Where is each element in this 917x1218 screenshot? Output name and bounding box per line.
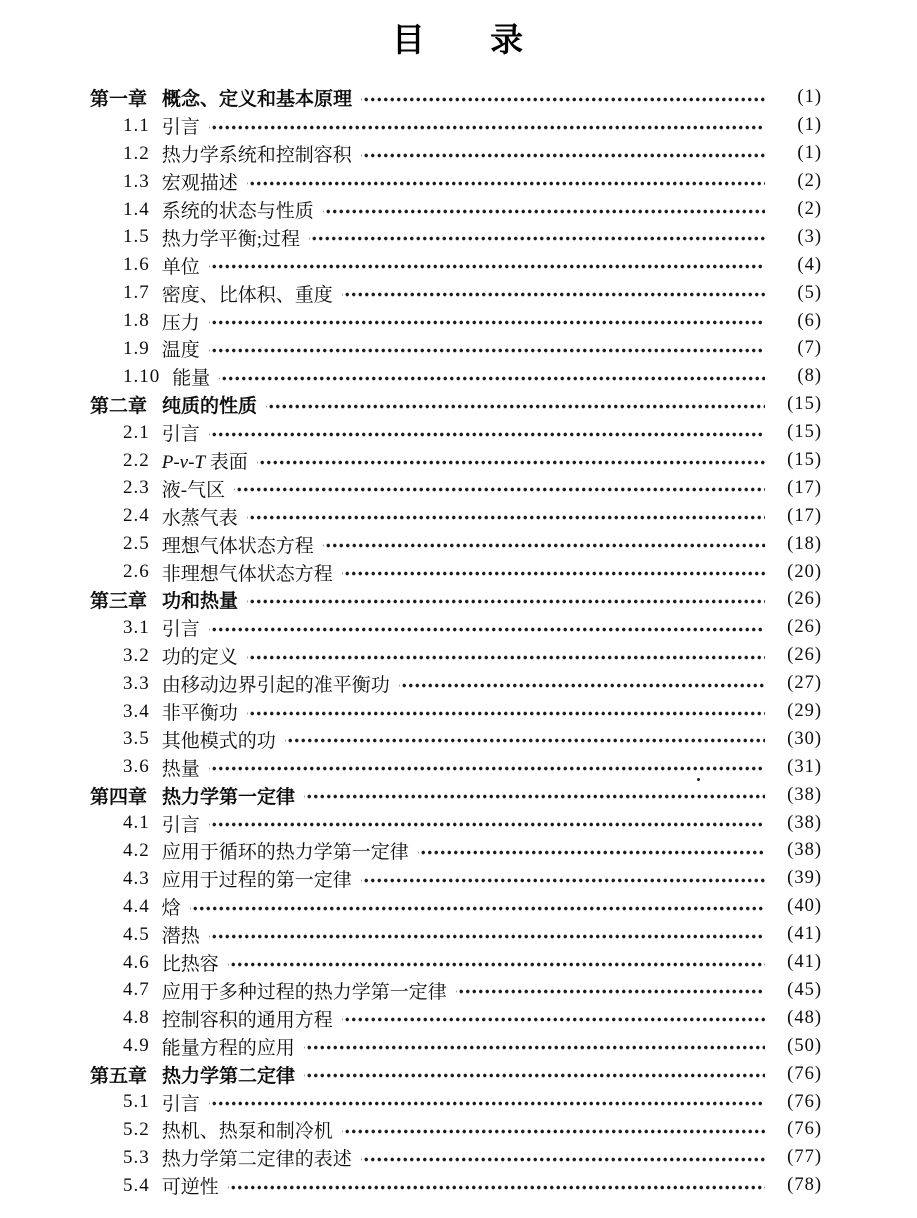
- toc-entry-title: 热机、热泵和制冷机: [161, 1121, 333, 1143]
- dot-leader: [342, 1116, 765, 1144]
- toc-entry-number: 4.8: [123, 1007, 150, 1029]
- toc-entry-page: (38): [787, 784, 822, 805]
- toc-entry-title: 可逆性: [161, 1177, 219, 1199]
- toc-row: [90, 949, 822, 977]
- toc-entry-number: 5.3: [123, 1146, 150, 1168]
- toc-row: [90, 1004, 822, 1032]
- toc-row: [90, 307, 822, 335]
- toc-entry-number: 1.3: [123, 170, 150, 192]
- toc-row: [90, 753, 822, 781]
- toc-entry-page: (76): [787, 1091, 822, 1112]
- toc-row: [90, 419, 822, 447]
- dot-leader: [399, 670, 765, 698]
- toc-row: [90, 1060, 822, 1088]
- dot-leader: [323, 196, 765, 224]
- toc-row: [90, 837, 822, 865]
- toc-entry-title: 热力学平衡;过程: [161, 228, 301, 250]
- toc-row: [90, 447, 822, 475]
- dot-leader: [209, 307, 765, 335]
- dot-leader: [209, 753, 765, 781]
- toc-entry-title: 功和热量: [162, 591, 239, 613]
- toc-row: [90, 363, 822, 391]
- toc-entry-number: 1.6: [123, 254, 150, 276]
- toc-entry-title: P-v-T 表面: [161, 452, 248, 474]
- toc-entry-number: 4.6: [123, 951, 150, 973]
- toc-entry-page: (17): [787, 505, 822, 526]
- toc-entry-title: 应用于过程的第一定律: [161, 870, 352, 892]
- toc-entry-number: 3.1: [123, 616, 150, 638]
- dot-leader: [285, 725, 765, 753]
- toc-row: [90, 725, 822, 753]
- toc-entry-page: (26): [787, 589, 822, 610]
- toc-entry-page: (7): [797, 338, 822, 359]
- toc-entry-number: 1.1: [123, 114, 150, 136]
- toc-entry-page: (40): [787, 896, 822, 917]
- dot-leader: [361, 84, 765, 112]
- toc-entry-page: (3): [797, 226, 822, 247]
- toc-entry-title: 能量方程的应用: [161, 1037, 295, 1059]
- toc-entry-title: 理想气体状态方程: [161, 535, 314, 557]
- toc-entry-page: (15): [787, 422, 822, 443]
- dot-leader: [247, 698, 765, 726]
- toc-entry-page: (5): [797, 282, 822, 303]
- toc-entry-number: 2.3: [123, 477, 150, 499]
- dot-leader: [247, 586, 765, 614]
- toc-entry-page: (26): [787, 617, 822, 638]
- toc-row: [90, 196, 822, 224]
- toc-row: [90, 1116, 822, 1144]
- dot-leader: [247, 502, 765, 530]
- toc-entry-title: 非理想气体状态方程: [161, 563, 333, 585]
- toc-entry-title: 能量: [172, 368, 211, 390]
- toc-entry-page: (31): [787, 756, 822, 777]
- toc-entry-number: 3.4: [123, 700, 150, 722]
- toc-entry-number: 第四章: [90, 786, 148, 808]
- toc-row: [90, 977, 822, 1005]
- toc-row: [90, 1088, 822, 1116]
- toc-entry-page: (20): [787, 561, 822, 582]
- toc-entry-title: 引言: [161, 424, 200, 446]
- toc-entry-number: 1.9: [123, 337, 150, 359]
- toc-entry-title: 引言: [161, 1093, 200, 1115]
- toc-entry-number: 5.4: [123, 1174, 150, 1196]
- toc-entry-page: (77): [787, 1147, 822, 1168]
- toc-entry-page: (76): [787, 1119, 822, 1140]
- dot-leader: [228, 1172, 765, 1200]
- toc-entry-number: 1.2: [123, 142, 150, 164]
- toc-entry-page: (38): [787, 840, 822, 861]
- toc-entry-title: 其他模式的功: [161, 730, 276, 752]
- toc-entry-title: 引言: [161, 814, 200, 836]
- toc-entry-number: 4.3: [123, 867, 150, 889]
- dot-leader: [228, 949, 765, 977]
- toc-entry-page: (50): [787, 1035, 822, 1056]
- dot-leader: [342, 279, 765, 307]
- dot-leader: [342, 1004, 765, 1032]
- dot-leader: [209, 1088, 765, 1116]
- toc-row: [90, 614, 822, 642]
- toc-row: [90, 391, 822, 419]
- toc-entry-page: (30): [787, 728, 822, 749]
- toc-entry-title: 热量: [161, 758, 200, 780]
- toc-entry-page: (1): [797, 87, 822, 108]
- dot-leader: [247, 168, 765, 196]
- toc-entry-title: 应用于循环的热力学第一定律: [161, 842, 409, 864]
- toc-entry-title: 热力学第二定律的表述: [161, 1149, 352, 1171]
- toc-entry-number: 3.2: [123, 644, 150, 666]
- toc-row: [90, 168, 822, 196]
- toc-entry-title: 应用于多种过程的热力学第一定律: [161, 981, 447, 1003]
- toc-entry-number: 4.2: [123, 839, 150, 861]
- toc-row: [90, 84, 822, 112]
- toc-entry-number: 第三章: [90, 591, 148, 613]
- toc-entry-title: 引言: [161, 619, 200, 641]
- toc-entry-page: (48): [787, 1007, 822, 1028]
- toc-entry-page: (76): [787, 1063, 822, 1084]
- toc-row: [90, 921, 822, 949]
- toc-entry-number: 1.10: [123, 365, 161, 387]
- toc-entry-title: 宏观描述: [161, 173, 238, 195]
- dot-leader: [309, 223, 765, 251]
- toc-entry-number: 2.4: [123, 505, 150, 527]
- dot-leader: [304, 1060, 765, 1088]
- dot-leader: [209, 614, 765, 642]
- toc-list: [0, 84, 917, 1200]
- dot-leader: [342, 558, 765, 586]
- toc-entry-title: 密度、比体积、重度: [161, 284, 333, 306]
- dot-leader: [219, 363, 765, 391]
- toc-entry-page: (1): [797, 115, 822, 136]
- toc-entry-number: 第五章: [90, 1065, 148, 1087]
- toc-entry-number: 2.5: [123, 533, 150, 555]
- toc-entry-number: 4.4: [123, 895, 150, 917]
- toc-entry-page: (27): [787, 673, 822, 694]
- toc-entry-page: (15): [787, 394, 822, 415]
- toc-entry-number: 1.8: [123, 310, 150, 332]
- toc-entry-title: 液-气区: [161, 479, 226, 501]
- toc-entry-number: 3.3: [123, 672, 150, 694]
- toc-entry-title: 潜热: [161, 926, 200, 948]
- toc-entry-page: (2): [797, 199, 822, 219]
- toc-entry-page: (6): [797, 310, 822, 331]
- toc-entry-page: (41): [787, 924, 822, 945]
- toc-row: [90, 251, 822, 279]
- toc-entry-page: (26): [787, 645, 822, 666]
- toc-entry-page: (38): [787, 812, 822, 833]
- dot-leader: [209, 335, 765, 363]
- toc-entry-page: (4): [797, 254, 822, 275]
- toc-entry-title: 概念、定义和基本原理: [162, 89, 353, 111]
- dot-leader: [361, 1144, 765, 1172]
- toc-row: [90, 112, 822, 140]
- toc-entry-number: 1.7: [123, 282, 150, 304]
- toc-entry-page: (8): [797, 366, 822, 387]
- toc-entry-number: 4.7: [123, 979, 150, 1001]
- dot-leader: [190, 893, 765, 921]
- toc-row: [90, 586, 822, 614]
- toc-row: [90, 335, 822, 363]
- toc-entry-number: 第二章: [90, 396, 148, 418]
- dot-leader: [323, 530, 765, 558]
- dot-leader: [418, 837, 765, 865]
- toc-row: [90, 670, 822, 698]
- toc-entry-number: 3.5: [123, 728, 150, 750]
- dot-leader: [304, 781, 765, 809]
- dot-leader: [209, 251, 765, 279]
- dot-leader: [209, 112, 765, 140]
- toc-entry-number: 4.5: [123, 923, 150, 945]
- toc-entry-number: 2.6: [123, 561, 150, 583]
- dot-leader: [361, 140, 765, 168]
- toc-row: [90, 1172, 822, 1200]
- dot-leader: [361, 865, 765, 893]
- dot-leader: [257, 447, 765, 475]
- toc-entry-title: 纯质的性质: [162, 396, 258, 418]
- toc-entry-title: 温度: [161, 340, 200, 362]
- dot-leader: [247, 642, 765, 670]
- toc-entry-title: 热力学第二定律: [162, 1065, 296, 1087]
- dot-leader: [456, 977, 765, 1005]
- toc-entry-title: 功的定义: [161, 647, 238, 669]
- toc-row: [90, 698, 822, 726]
- toc-entry-number: 2.1: [123, 421, 150, 443]
- toc-row: [90, 223, 822, 251]
- toc-entry-number: 5.1: [123, 1091, 150, 1112]
- toc-entry-page: (78): [787, 1175, 822, 1196]
- toc-row: [90, 781, 822, 809]
- toc-row: [90, 893, 822, 921]
- toc-entry-page: (41): [787, 952, 822, 973]
- toc-entry-page: (15): [787, 450, 822, 471]
- math-symbol: P-v-T: [161, 452, 206, 474]
- dot-leader: [209, 419, 765, 447]
- page-title: 目 录: [391, 21, 526, 58]
- toc-entry-title: 压力: [161, 312, 200, 334]
- toc-entry-page: (2): [797, 171, 822, 192]
- toc-row: [90, 809, 822, 837]
- dot-leader: [304, 1032, 765, 1060]
- toc-entry-title: 焓: [161, 898, 181, 920]
- toc-row: [90, 140, 822, 168]
- toc-entry-page: (17): [787, 477, 822, 498]
- toc-entry-title: 比热容: [161, 954, 219, 976]
- toc-row: [90, 530, 822, 558]
- toc-row: [90, 1032, 822, 1060]
- toc-entry-title: 热力学系统和控制容积: [161, 145, 352, 167]
- toc-entry-page: (39): [787, 868, 822, 889]
- toc-entry-number: 2.2: [123, 449, 150, 471]
- toc-entry-page: (29): [787, 701, 822, 722]
- toc-entry-page: (18): [787, 533, 822, 554]
- toc-row: [90, 865, 822, 893]
- toc-entry-title: 控制容积的通用方程: [161, 1009, 333, 1031]
- toc-entry-number: 3.6: [123, 756, 150, 778]
- scan-speck: [697, 778, 700, 781]
- toc-entry-number: 1.5: [123, 226, 150, 248]
- toc-entry-title: 非平衡功: [161, 703, 238, 725]
- dot-leader: [234, 474, 765, 502]
- toc-row: [90, 642, 822, 670]
- toc-entry-title: 水蒸气表: [161, 507, 238, 529]
- toc-entry-title: 系统的状态与性质: [161, 201, 314, 222]
- toc-entry-number: 第一章: [90, 89, 148, 111]
- toc-entry-page: (45): [787, 979, 822, 1000]
- toc-entry-title: 引言: [161, 117, 200, 139]
- toc-entry-number: 5.2: [123, 1118, 150, 1140]
- toc-entry-title: 由移动边界引起的准平衡功: [161, 675, 390, 697]
- toc-entry-number: 1.4: [123, 198, 150, 220]
- toc-entry-number: 4.9: [123, 1035, 150, 1057]
- toc-entry-title: 热力学第一定律: [162, 786, 296, 808]
- toc-entry-page: (1): [797, 143, 822, 164]
- toc-row: [90, 558, 822, 586]
- toc-row: [90, 1144, 822, 1172]
- toc-entry-number: 4.1: [123, 812, 150, 834]
- dot-leader: [266, 391, 765, 419]
- toc-row: [90, 279, 822, 307]
- toc-entry-title: 单位: [161, 256, 200, 278]
- dot-leader: [209, 809, 765, 837]
- toc-row: [90, 474, 822, 502]
- dot-leader: [209, 921, 765, 949]
- toc-row: [90, 502, 822, 530]
